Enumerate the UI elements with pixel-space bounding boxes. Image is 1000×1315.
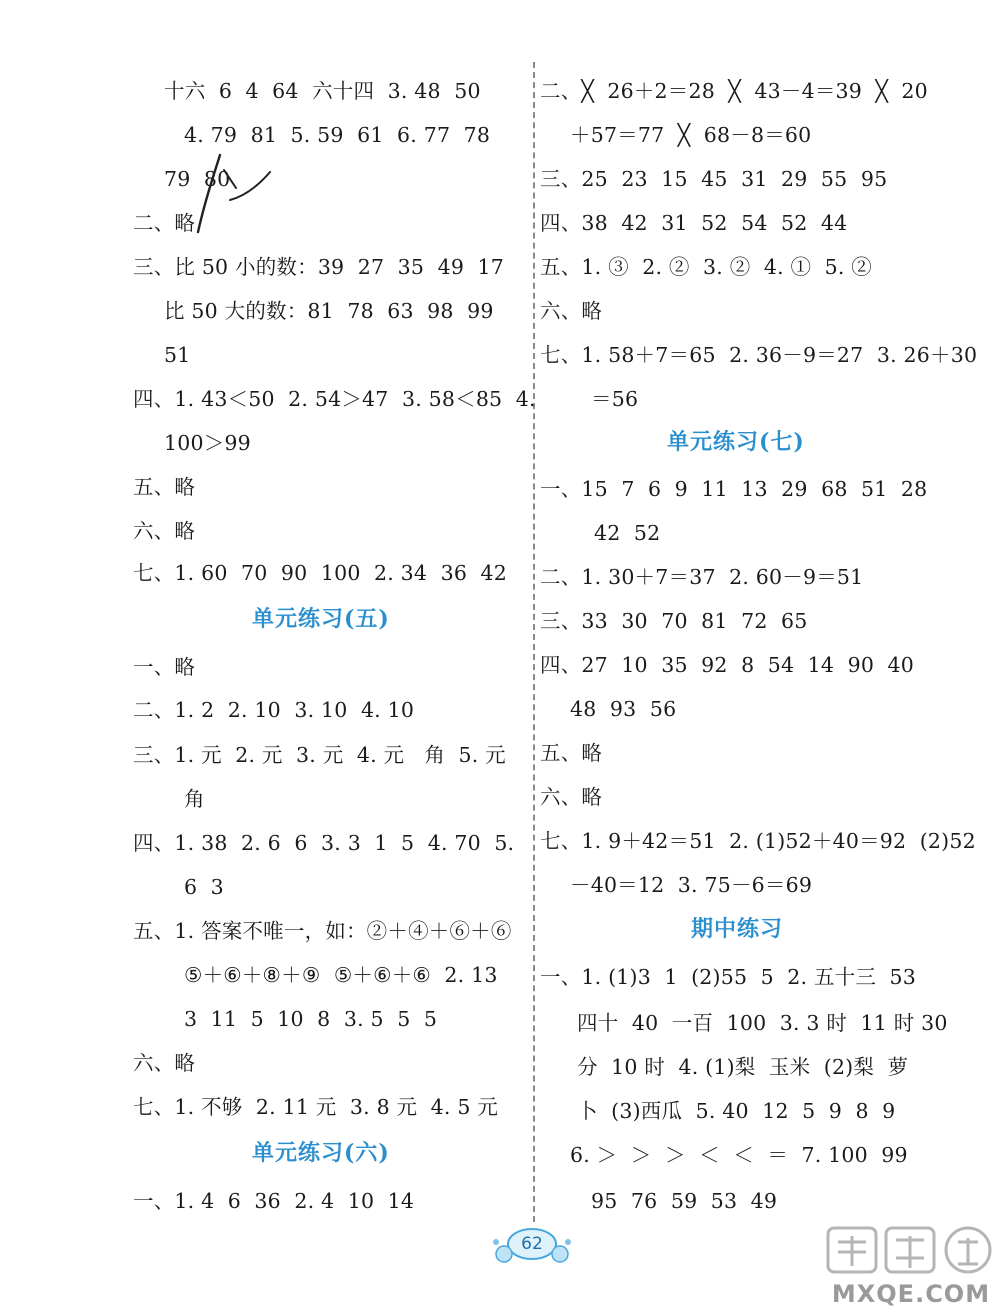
- answer-line: 五、1. 答案不唯一，如：②＋④＋⑥＋⑥: [133, 919, 512, 943]
- answer-line: 48 93 56: [570, 697, 677, 721]
- answer-line: 四十 40 一百 100 3. 3 时 11 时 30: [577, 1011, 948, 1035]
- answer-line: 二、1. 2 2. 10 3. 10 4. 10: [133, 698, 415, 722]
- answer-line: 79 80: [164, 167, 231, 191]
- section-heading: 单元练习(五): [252, 606, 390, 632]
- answer-line: 95 76 59 53 49: [591, 1189, 778, 1213]
- answer-line: 一、略: [133, 655, 196, 679]
- section-heading: 单元练习(七): [667, 429, 805, 455]
- answer-line: －40＝12 3. 75－6＝69: [570, 873, 813, 897]
- answer-line: 七、1. 9＋42＝51 2. (1)52＋40＝92 (2)52: [540, 829, 976, 853]
- answer-line: 五、略: [133, 475, 196, 499]
- answer-line: 分 10 时 4. (1)梨 玉米 (2)梨 萝: [577, 1055, 909, 1079]
- answer-line: ＋57＝77 ╳ 68－8＝60: [570, 123, 812, 147]
- answer-line: 角: [184, 787, 205, 811]
- answer-line: 四、1. 43＜50 2. 54＞47 3. 58＜85 4.: [133, 387, 536, 411]
- watermark-logo-icon: [822, 1218, 1000, 1282]
- handwritten-scribble: [190, 150, 280, 240]
- answer-line: 四、27 10 35 92 8 54 14 90 40: [540, 653, 914, 677]
- column-divider: [533, 62, 535, 1222]
- answer-line: 4. 79 81 5. 59 61 6. 77 78: [184, 123, 491, 147]
- section-heading: 期中练习: [691, 916, 784, 942]
- answer-line: 三、1. 元 2. 元 3. 元 4. 元 角 5. 元: [133, 743, 506, 767]
- page-number: 62: [521, 1234, 543, 1254]
- answer-line: 二、╳ 26＋2＝28 ╳ 43－4＝39 ╳ 20: [540, 79, 928, 103]
- answer-line: 四、1. 38 2. 6 6 3. 3 1 5 4. 70 5.: [133, 831, 515, 855]
- answer-line: 6 3: [184, 875, 224, 899]
- page-number-badge: [492, 1222, 572, 1270]
- answer-line: ＝56: [591, 387, 639, 411]
- answer-line: 三、25 23 15 45 31 29 55 95: [540, 167, 888, 191]
- answer-line: 6. ＞ ＞ ＞ ＜ ＜ ＝ 7. 100 99: [570, 1143, 908, 1167]
- answer-line: 五、略: [540, 741, 603, 765]
- watermark: [822, 1218, 1000, 1315]
- answer-line: 七、1. 60 70 90 100 2. 34 36 42: [133, 561, 507, 585]
- answer-line: 七、1. 58＋7＝65 2. 36－9＝27 3. 26＋30: [540, 343, 978, 367]
- answer-line: 六、略: [540, 785, 603, 809]
- answer-line: 六、略: [133, 1051, 196, 1075]
- answer-line: 二、略: [133, 211, 196, 235]
- answer-line: 七、1. 不够 2. 11 元 3. 8 元 4. 5 元: [133, 1095, 499, 1119]
- answer-line: 二、1. 30＋7＝37 2. 60－9＝51: [540, 565, 864, 589]
- watermark-text: MXQE.COM: [831, 1280, 991, 1308]
- answer-line: 3 11 5 10 8 3. 5 5 5: [184, 1007, 438, 1031]
- answer-line: 十六 6 4 64 六十四 3. 48 50: [164, 79, 481, 103]
- answer-line: 一、1. 4 6 36 2. 4 10 14: [133, 1189, 415, 1213]
- answer-line: 四、38 42 31 52 54 52 44: [540, 211, 848, 235]
- answer-line: 比 50 大的数：81 78 63 98 99: [164, 299, 494, 323]
- section-heading: 单元练习(六): [252, 1140, 390, 1166]
- answer-line: 五、1. ③ 2. ② 3. ② 4. ① 5. ②: [540, 255, 873, 279]
- answer-line: ⑤＋⑥＋⑧＋⑨ ⑤＋⑥＋⑥ 2. 13: [184, 963, 498, 987]
- answer-line: 三、比 50 小的数：39 27 35 49 17: [133, 255, 504, 279]
- answer-line: 六、略: [133, 519, 196, 543]
- answer-line: 42 52: [594, 521, 661, 545]
- answer-line: 三、33 30 70 81 72 65: [540, 609, 808, 633]
- answer-line: 一、15 7 6 9 11 13 29 68 51 28: [540, 477, 928, 501]
- answer-line: 六、略: [540, 299, 603, 323]
- answer-line: 100＞99: [164, 431, 251, 455]
- answer-line: 卜 (3)西瓜 5. 40 12 5 9 8 9: [577, 1099, 896, 1123]
- answer-line: 51: [164, 343, 191, 367]
- answer-line: 一、1. (1)3 1 (2)55 5 2. 五十三 53: [540, 965, 916, 989]
